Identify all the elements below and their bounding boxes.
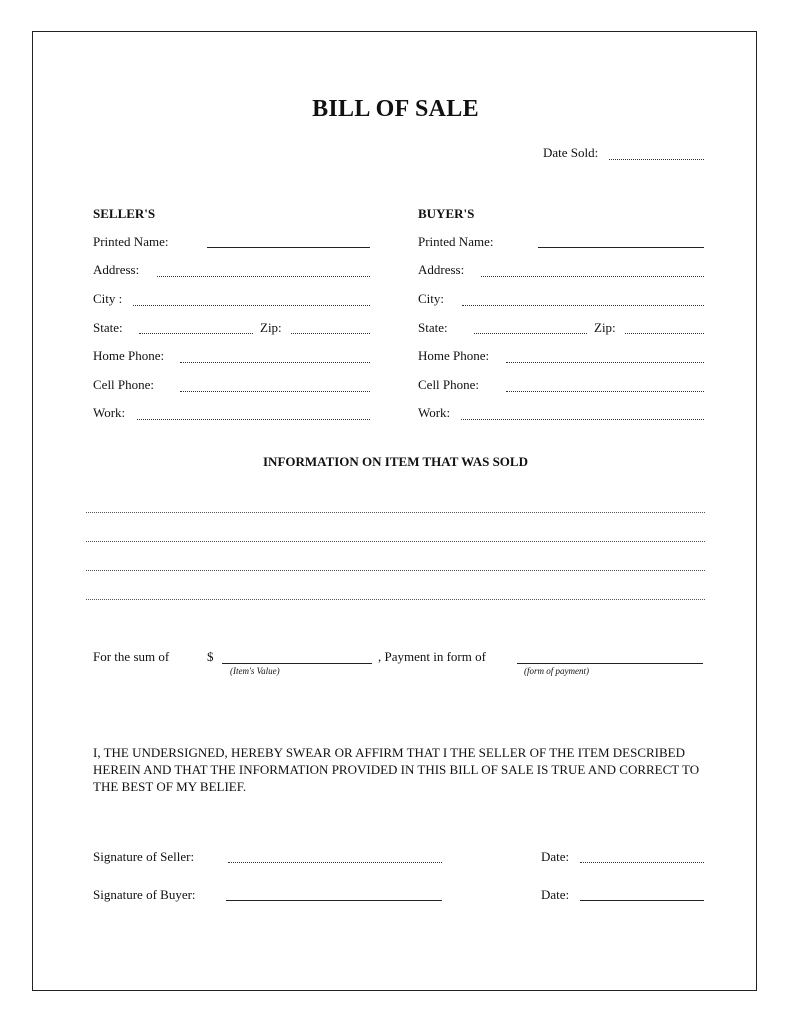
- seller-signature-label: Signature of Seller:: [93, 849, 195, 864]
- seller-printed-name-field[interactable]: [207, 247, 370, 248]
- buyer-work-field[interactable]: [461, 419, 704, 420]
- seller-home-phone-field[interactable]: [180, 362, 370, 363]
- item-info-heading: INFORMATION ON ITEM THAT WAS SOLD: [263, 454, 528, 469]
- seller-address-field[interactable]: [157, 276, 370, 277]
- date-sold-field[interactable]: [609, 159, 704, 160]
- buyer-state-field[interactable]: [474, 333, 587, 334]
- item-info-line-2[interactable]: [86, 541, 705, 542]
- seller-address-label: Address:: [93, 262, 140, 277]
- seller-city-field[interactable]: [133, 305, 370, 306]
- seller-cell-phone-field[interactable]: [180, 391, 370, 392]
- buyer-work-label: Work:: [418, 405, 451, 420]
- buyer-cell-phone-field[interactable]: [506, 391, 704, 392]
- buyer-printed-name-label: Printed Name:: [418, 234, 494, 249]
- date-sold-label: Date Sold:: [543, 145, 599, 160]
- buyer-date-field[interactable]: [580, 900, 704, 901]
- document-border: [32, 31, 757, 991]
- seller-city-label: City :: [93, 291, 123, 306]
- buyer-zip-field[interactable]: [625, 333, 704, 334]
- buyer-home-phone-label: Home Phone:: [418, 348, 490, 363]
- seller-heading: SELLER'S: [93, 206, 156, 221]
- seller-state-field[interactable]: [139, 333, 253, 334]
- seller-signature-field[interactable]: [228, 862, 442, 863]
- payment-form-label: , Payment in form of: [378, 649, 486, 664]
- item-value-caption: (Item's Value): [230, 666, 280, 676]
- seller-zip-field[interactable]: [291, 333, 370, 334]
- seller-cell-phone-label: Cell Phone:: [93, 377, 155, 392]
- buyer-address-field[interactable]: [481, 276, 704, 277]
- seller-state-label: State:: [93, 320, 123, 335]
- buyer-cell-phone-label: Cell Phone:: [418, 377, 480, 392]
- buyer-printed-name-field[interactable]: [538, 247, 704, 248]
- item-info-line-1[interactable]: [86, 512, 705, 513]
- buyer-signature-label: Signature of Buyer:: [93, 887, 196, 902]
- seller-work-field[interactable]: [137, 419, 370, 420]
- affirmation-statement: I, THE UNDERSIGNED, HEREBY SWEAR OR AFFIRM THAT I THE SELLER OF THE ITEM DESCRIBED HEREIN AND THAT THE INFORMATION PROVIDED IN THIS BILL OF SALE IS TRUE AND CORRECT TO THE BEST OF MY BELIEF.: [93, 745, 700, 794]
- buyer-address-label: Address:: [418, 262, 465, 277]
- seller-date-label: Date:: [541, 849, 570, 864]
- document-title: BILL OF SALE: [312, 96, 479, 122]
- buyer-date-label: Date:: [541, 887, 570, 902]
- seller-home-phone-label: Home Phone:: [93, 348, 165, 363]
- buyer-city-field[interactable]: [462, 305, 704, 306]
- buyer-signature-field[interactable]: [226, 900, 442, 901]
- buyer-home-phone-field[interactable]: [506, 362, 704, 363]
- item-info-line-3[interactable]: [86, 570, 705, 571]
- payment-form-field[interactable]: [517, 663, 703, 664]
- buyer-heading: BUYER'S: [418, 206, 475, 221]
- seller-zip-label: Zip:: [260, 320, 282, 335]
- seller-printed-name-label: Printed Name:: [93, 234, 169, 249]
- currency-symbol: $: [207, 649, 214, 664]
- seller-work-label: Work:: [93, 405, 126, 420]
- buyer-zip-label: Zip:: [594, 320, 616, 335]
- buyer-state-label: State:: [418, 320, 448, 335]
- payment-form-caption: (form of payment): [524, 666, 589, 676]
- item-info-line-4[interactable]: [86, 599, 705, 600]
- seller-date-field[interactable]: [580, 862, 704, 863]
- item-value-field[interactable]: [222, 663, 372, 664]
- sum-label: For the sum of: [93, 649, 170, 664]
- buyer-city-label: City:: [418, 291, 445, 306]
